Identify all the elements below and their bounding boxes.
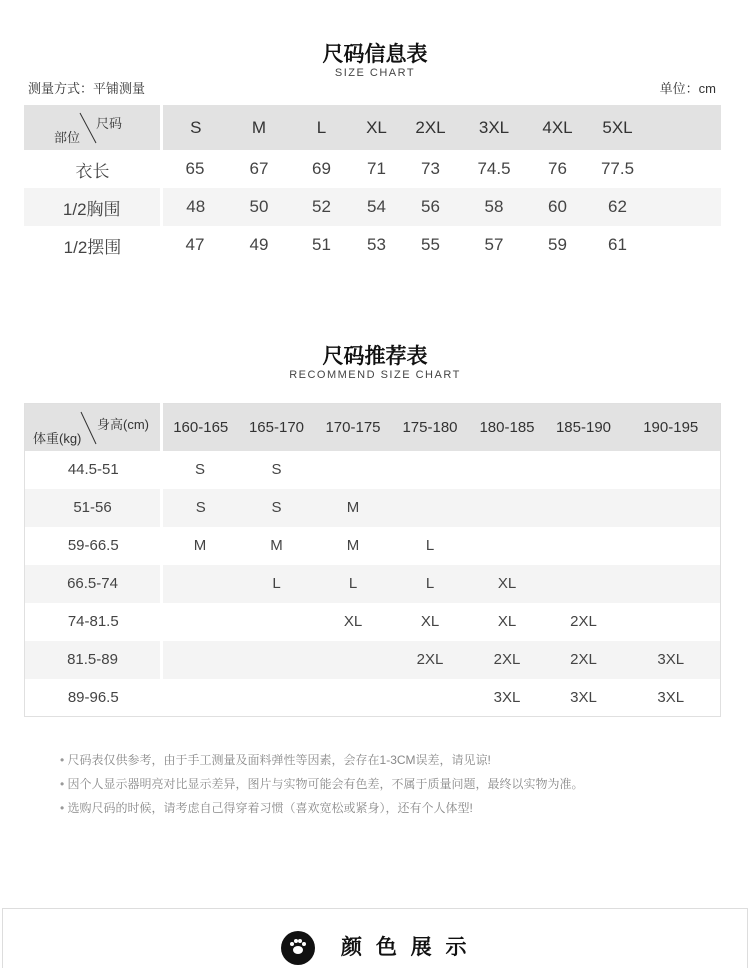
row-label: 89-96.5 [67, 688, 119, 706]
table-cell [392, 489, 469, 527]
table-cell: 65 [185, 159, 205, 178]
table-cell: 2XL [469, 641, 546, 679]
table-cell: 3XL [570, 688, 597, 706]
recommend-chart-title: 尺码推荐表 [322, 345, 428, 368]
row-label: 衣长 [75, 161, 110, 181]
table-cell: 60 [526, 188, 589, 226]
table-cell: S [271, 461, 282, 478]
table-cell [239, 679, 315, 717]
size-chart-title: 尺码信息表 [322, 43, 428, 66]
table-cell: 48 [161, 188, 229, 226]
table-cell [622, 565, 721, 603]
size-header: 5XL [589, 105, 646, 150]
table-cell: 55 [421, 235, 440, 254]
height-header: 165-170 [239, 404, 315, 451]
table-row [25, 489, 721, 527]
table-cell: M [270, 537, 283, 554]
table-cell [162, 603, 239, 641]
row-label: 51-56 [25, 489, 162, 527]
table-row [24, 150, 721, 188]
table-cell: XL [497, 613, 517, 630]
table-row [25, 565, 721, 603]
table-cell [239, 603, 315, 641]
table-cell: 76 [548, 159, 567, 178]
size-header: 3XL [462, 105, 526, 150]
table-cell [162, 679, 239, 717]
table-cell: 3XL [657, 688, 685, 706]
table-cell: 52 [289, 188, 354, 226]
table-cell: 53 [367, 235, 386, 254]
table-cell: 50 [229, 188, 289, 226]
table-cell [622, 451, 721, 489]
table-cell [622, 489, 721, 527]
table-cell: 59 [548, 235, 567, 254]
table-cell [162, 565, 239, 603]
table-cell: 3XL [493, 688, 521, 706]
unit-label: 单位：cm [659, 81, 716, 96]
table-row [24, 188, 721, 226]
table-cell [546, 489, 622, 527]
size-chart-subtitle: SIZE CHART [334, 67, 416, 79]
height-header: 160-165 [162, 404, 239, 451]
color-display-section [2, 908, 748, 968]
corner-top: 尺码 [96, 116, 123, 131]
table-cell: 47 [185, 235, 205, 254]
size-chart-table [24, 105, 721, 264]
size-header: S [161, 105, 229, 150]
table-cell: L [315, 565, 392, 603]
height-header: 185-190 [546, 404, 622, 451]
row-label: 81.5-89 [25, 641, 162, 679]
note-item: • 尺码表仅供参考，由于手工测量及面料弹性等因素，会存在1-3CM误差，请见谅! [60, 748, 584, 772]
table-cell: M [315, 489, 392, 527]
corner-top: 身高(cm) [97, 417, 149, 432]
table-cell: L [425, 537, 435, 554]
table-cell [622, 527, 721, 565]
corner-cell [24, 105, 161, 150]
note-item: • 因个人显示器明亮对比显示差异，图片与实物可能会有色差，不属于质量问题，最终以实物为准。 [60, 772, 584, 796]
table-cell: 2XL [570, 613, 597, 630]
table-row [25, 451, 721, 489]
row-label: 74-81.5 [67, 613, 119, 630]
table-cell [315, 641, 392, 679]
table-cell: XL [420, 613, 440, 630]
size-header: 4XL [526, 105, 589, 150]
table-cell: 58 [462, 188, 526, 226]
diagonal-line [25, 404, 162, 451]
corner-bottom: 部位 [54, 130, 81, 145]
table-row [25, 641, 721, 679]
height-header: 190-195 [622, 404, 721, 451]
row-label: 66.5-74 [25, 565, 162, 603]
table-cell [162, 641, 239, 679]
table-cell: 69 [312, 159, 331, 178]
table-row [24, 226, 721, 264]
table-cell: 2XL [546, 641, 622, 679]
table-cell: 67 [249, 159, 269, 178]
table-cell [239, 641, 315, 679]
table-cell: 56 [399, 188, 462, 226]
measure-method: 测量方式：平铺测量 [28, 81, 146, 96]
diagonal-line [24, 105, 161, 150]
table-cell [392, 451, 469, 489]
table-cell: 62 [589, 188, 646, 226]
table-cell [315, 451, 392, 489]
corner-cell [25, 404, 162, 451]
table-cell: 54 [354, 188, 399, 226]
table-row [25, 527, 721, 565]
recommend-chart-subtitle: RECOMMEND SIZE CHART [289, 369, 461, 381]
table-cell: 49 [249, 235, 269, 254]
table-cell [392, 679, 469, 717]
size-header: 2XL [399, 105, 462, 150]
table-cell [469, 489, 546, 527]
table-cell: 51 [312, 235, 331, 254]
corner-bottom: 体重(kg) [33, 431, 82, 446]
table-cell [546, 527, 622, 565]
table-cell: M [346, 537, 360, 554]
table-cell: S [239, 489, 315, 527]
height-header: 170-175 [315, 404, 392, 451]
table-row [25, 679, 721, 717]
table-cell [315, 679, 392, 717]
table-cell: 73 [421, 159, 440, 178]
table-cell [546, 565, 622, 603]
table-cell: 3XL [622, 641, 721, 679]
size-header: M [229, 105, 289, 150]
row-label: 59-66.5 [67, 537, 119, 554]
table-cell [469, 527, 546, 565]
notes-list [60, 748, 584, 820]
table-cell: XL [343, 613, 363, 630]
table-cell: S [162, 489, 239, 527]
size-header: L [289, 105, 354, 150]
row-label: 1/2摆围 [63, 237, 122, 257]
height-header: 175-180 [392, 404, 469, 451]
size-header: XL [354, 105, 399, 150]
table-cell: 74.5 [477, 159, 511, 178]
table-cell [546, 451, 622, 489]
table-cell: 61 [608, 235, 627, 254]
table-cell [469, 451, 546, 489]
recommend-chart-table [24, 403, 721, 717]
table-cell: 77.5 [600, 159, 635, 178]
table-cell: S [194, 461, 205, 478]
table-cell: L [239, 565, 315, 603]
height-header: 180-185 [469, 404, 546, 451]
table-cell: 2XL [392, 641, 469, 679]
table-cell: XL [469, 565, 546, 603]
table-row [25, 603, 721, 641]
note-item: • 选购尺码的时候，请考虑自己得穿着习惯（喜欢宽松或紧身），还有个人体型! [60, 796, 584, 820]
row-label: 44.5-51 [67, 461, 119, 478]
table-cell [622, 603, 721, 641]
table-cell: 71 [367, 159, 386, 178]
row-label: 1/2胸围 [24, 188, 161, 226]
color-display-title: 颜 色 展 示 [341, 936, 471, 959]
table-cell: L [392, 565, 469, 603]
table-cell: M [193, 537, 207, 554]
table-cell: 57 [484, 235, 504, 254]
